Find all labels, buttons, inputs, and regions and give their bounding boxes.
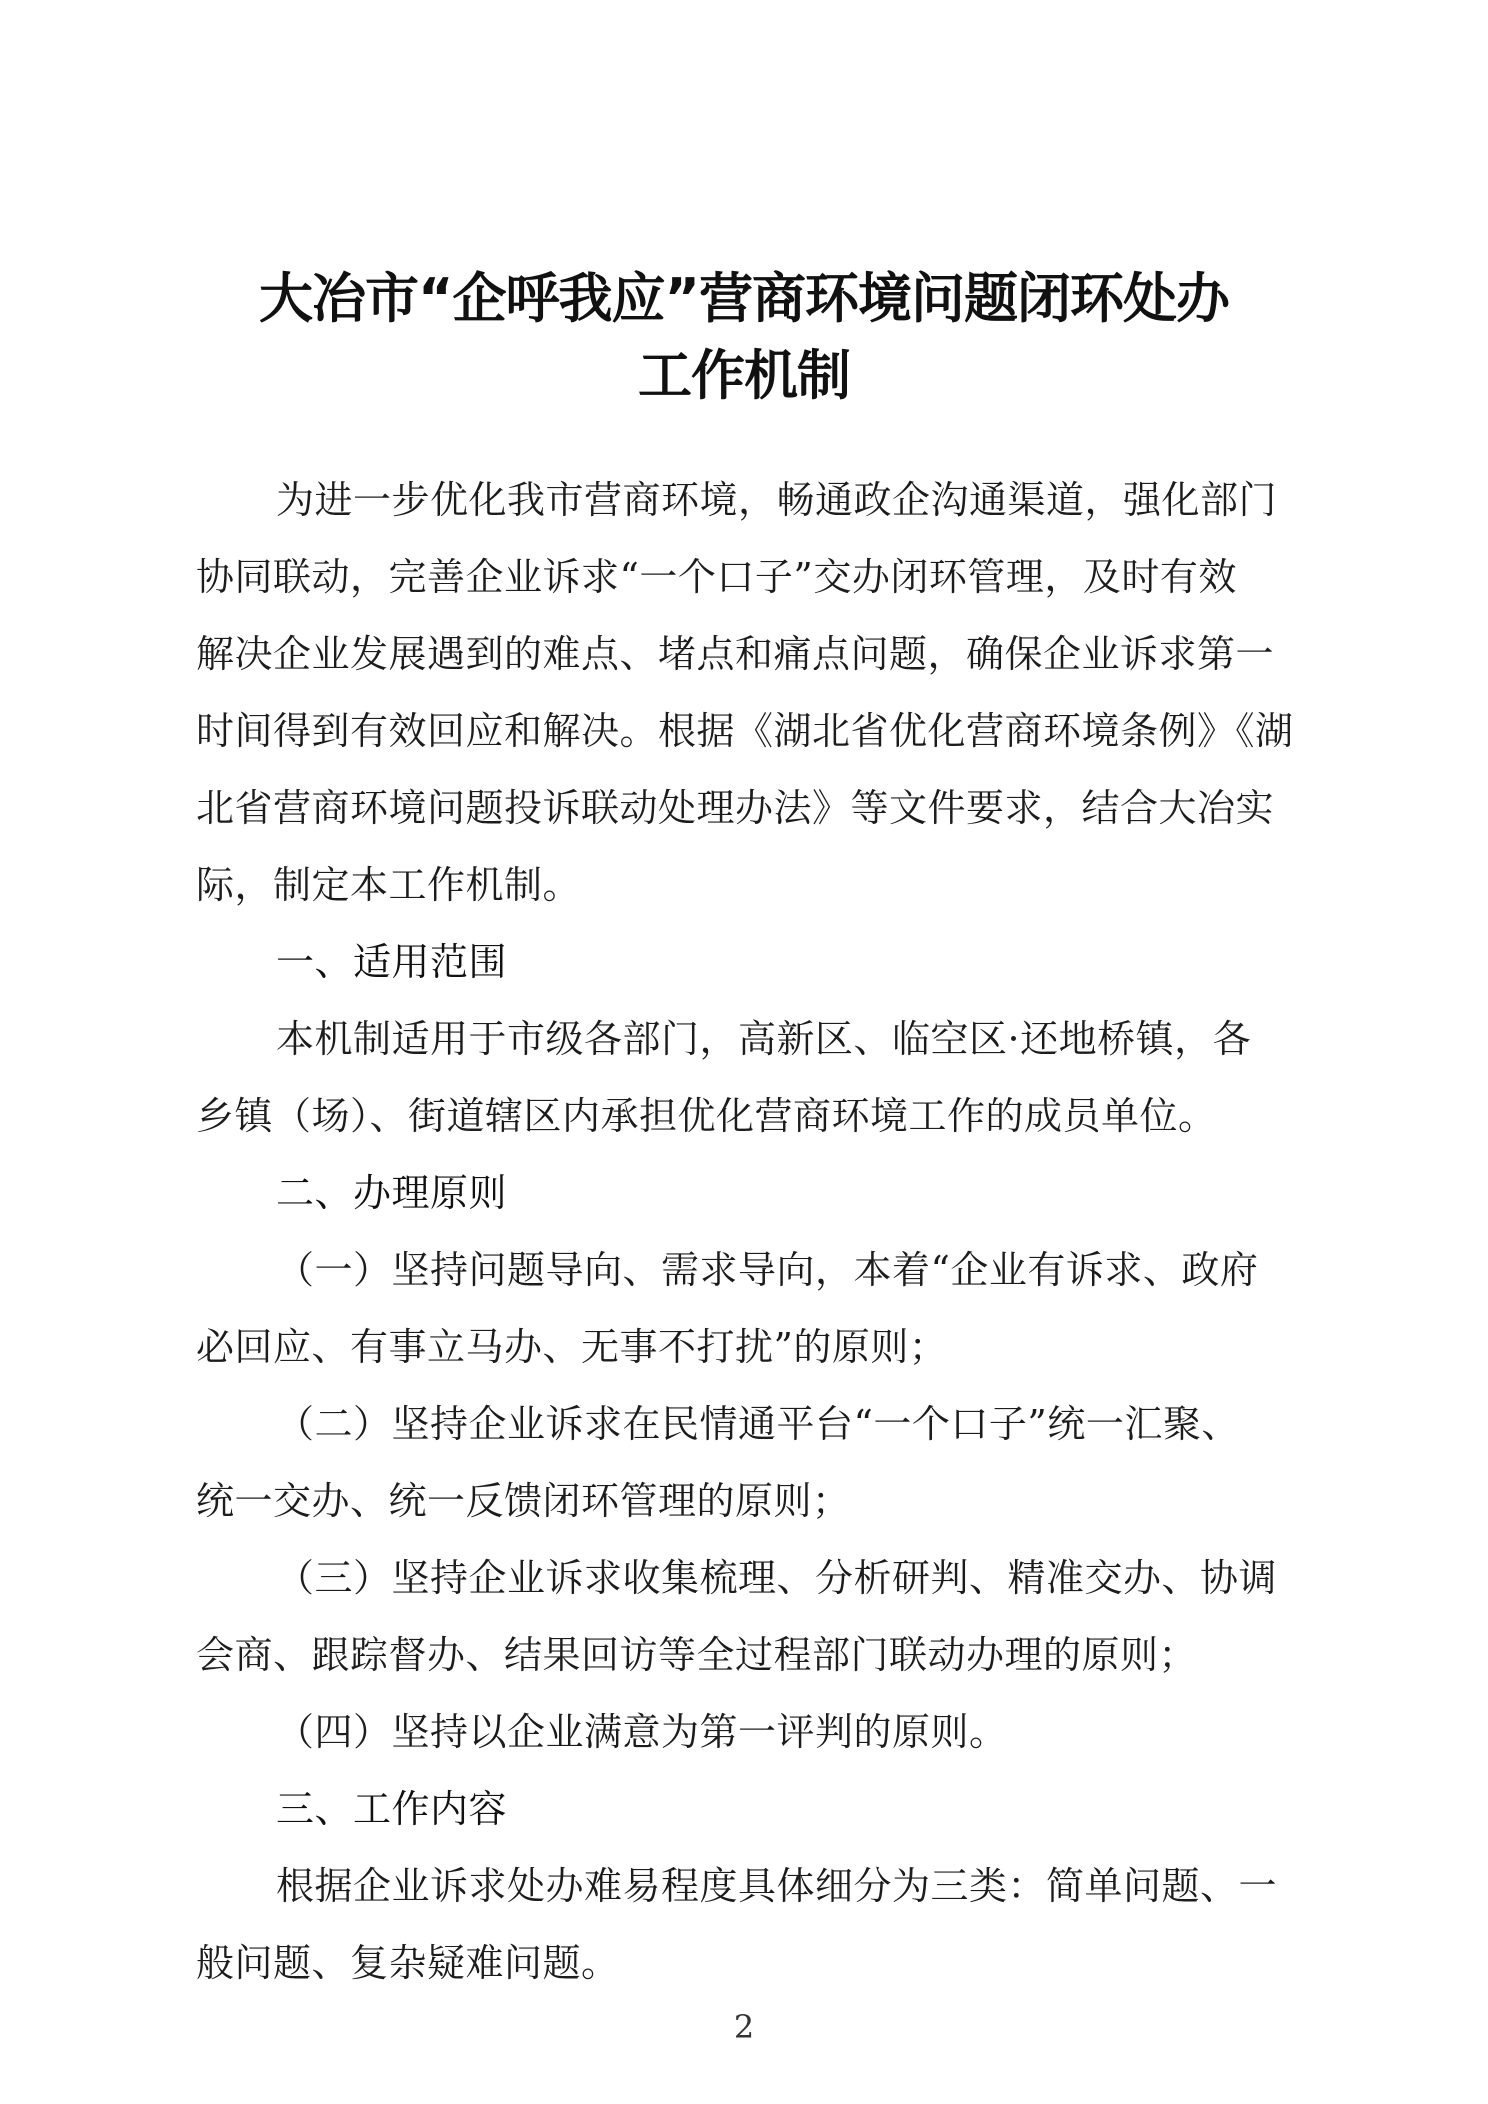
section-line: （二）坚持企业诉求在民情通平台“一个口子”统一汇聚、 [276, 1402, 1240, 1446]
section-heading-scope: 一、适用范围 [276, 940, 508, 984]
section-line: 根据企业诉求处办难易程度具体细分为三类：简单问题、一 [276, 1864, 1278, 1908]
section-line: 本机制适用于市级各部门，高新区、临空区·还地桥镇，各 [276, 1017, 1252, 1061]
intro-line: 际，制定本工作机制。 [196, 863, 582, 907]
section-line: 般问题、复杂疑难问题。 [196, 1941, 620, 1985]
section-line: 统一交办、统一反馈闭环管理的原则； [196, 1479, 851, 1523]
section-line: 乡镇（场）、街道辖区内承担优化营商环境工作的成员单位。 [196, 1094, 1217, 1138]
section-line: （三）坚持企业诉求收集梳理、分析研判、精准交办、协调 [276, 1556, 1278, 1600]
section-line: 会商、跟踪督办、结果回访等全过程部门联动办理的原则； [196, 1633, 1198, 1677]
section-heading-principles: 二、办理原则 [276, 1171, 508, 1215]
section-heading-content: 三、工作内容 [276, 1787, 508, 1831]
section-line: （四）坚持以企业满意为第一评判的原则。 [276, 1710, 1008, 1754]
section-line: （一）坚持问题导向、需求导向，本着“企业有诉求、政府 [276, 1248, 1259, 1292]
intro-line: 解决企业发展遇到的难点、堵点和痛点问题，确保企业诉求第一 [196, 632, 1275, 676]
intro-line: 时间得到有效回应和解决。根据《湖北省优化营商环境条例》《湖 [196, 709, 1294, 753]
page-number: 2 [733, 2008, 755, 2046]
intro-line: 协同联动，完善企业诉求“一个口子”交办闭环管理，及时有效 [196, 555, 1237, 599]
intro-line: 北省营商环境问题投诉联动处理办法》等文件要求，结合大冶实 [196, 786, 1275, 830]
document-title-line-2: 工作机制 [638, 344, 850, 407]
document-title-line-1: 大冶市“企呼我应”营商环境问题闭环处办 [259, 267, 1229, 330]
intro-line: 为进一步优化我市营商环境，畅通政企沟通渠道，强化部门 [276, 478, 1278, 522]
section-line: 必回应、有事立马办、无事不打扰”的原则； [196, 1325, 948, 1369]
